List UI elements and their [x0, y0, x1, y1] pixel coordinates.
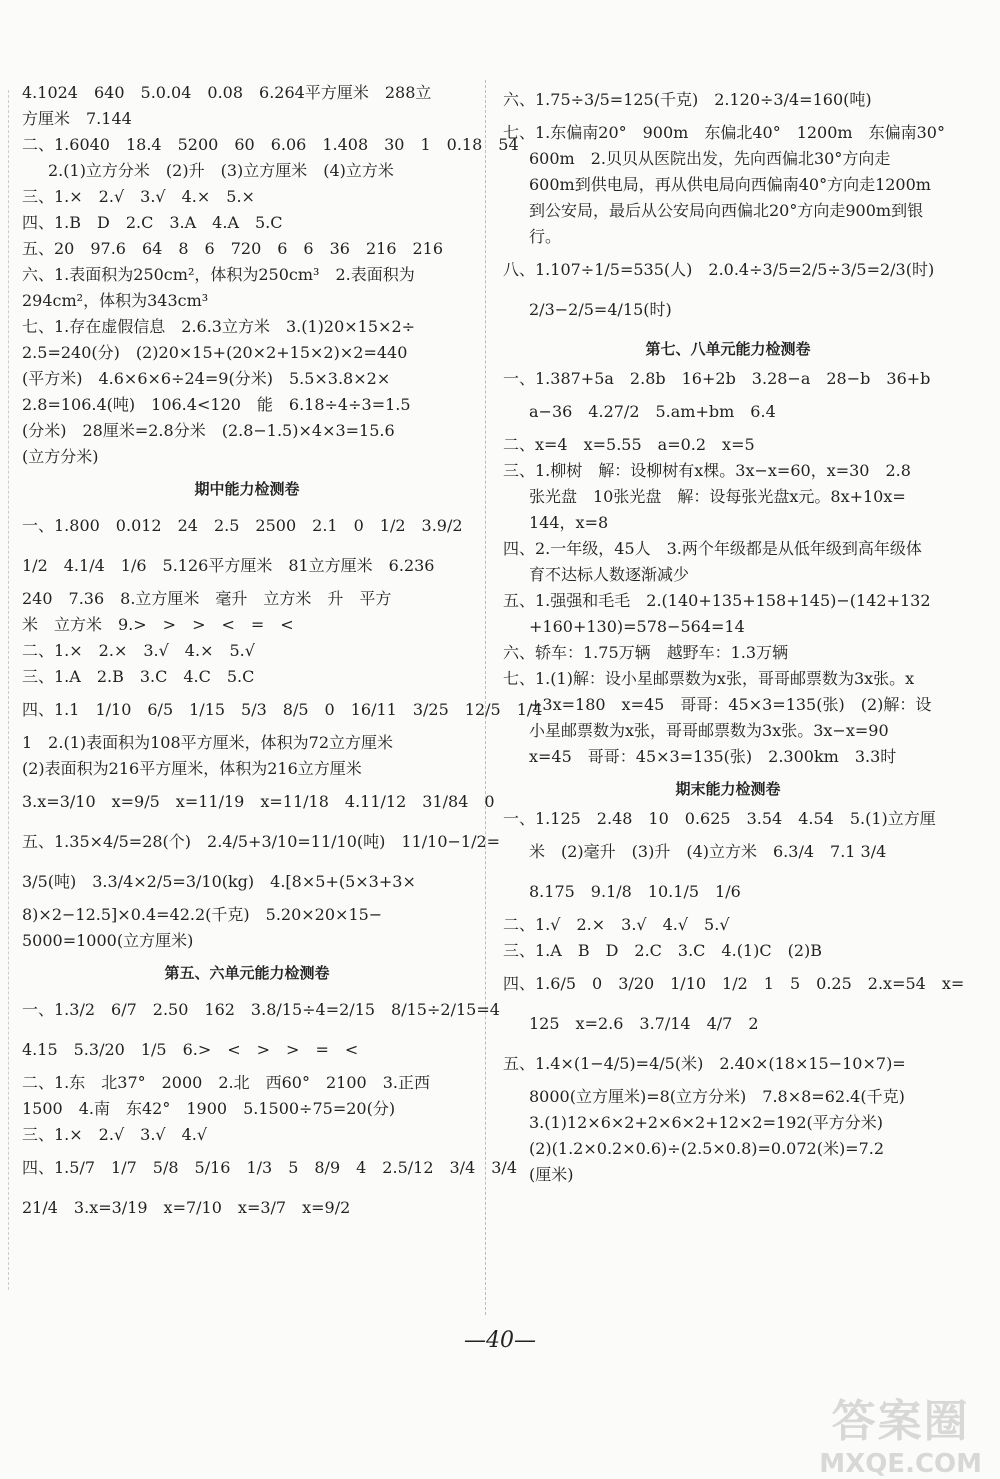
answer-line: 240 7.36 8.立方厘米 毫升 立方米 升 平方 [22, 589, 392, 608]
answer-line: 四、1.1 1/10 6/5 1/15 5/3 8/5 0 16/11 3/25 12/5 1/4 [22, 700, 543, 719]
answer-line: 8.175 9.1/8 10.1/5 1/6 [529, 882, 741, 901]
answer-line: 8)×2−12.5]×0.4=42.2(千克) 5.20×20×15− [22, 905, 383, 924]
answer-line: 四、1.5/7 1/7 5/8 5/16 1/3 5 8/9 4 2.5/12 3/4 3/4 [22, 1158, 518, 1177]
answer-line: 1500 4.南 东42° 1900 5.1500÷75=20(分) [22, 1099, 396, 1118]
answer-line: 三、1.A 2.B 3.C 4.C 5.C [22, 667, 255, 686]
answer-block-unit-3-4 [22, 80, 519, 470]
watermark-url: MXQE.COM [819, 1449, 982, 1479]
answer-line: 21/4 3.x=3/19 x=7/10 x=3/7 x=9/2 [22, 1198, 351, 1217]
answer-line: (平方米) 4.6×6×6÷24=9(分米) 5.5×3.8×2× [22, 369, 391, 388]
answer-line: (分米) 28厘米=2.8分米 (2.8−1.5)×4×3=15.6 [22, 421, 395, 440]
answer-line: +3x=180 x=45 哥哥：45×3=135(张) (2)解：设 [529, 695, 932, 714]
answer-line: 张光盘 10张光盘 解：设每张光盘x元。8x+10x= [529, 487, 906, 506]
answer-line: 一、1.125 2.48 10 0.625 3.54 4.54 5.(1)立方厘 [503, 809, 936, 828]
answer-line: 一、1.800 0.012 24 2.5 2500 2.1 0 1/2 3.9/2 [22, 516, 463, 535]
answer-line: 2/3−2/5=4/15(时) [529, 300, 672, 319]
answer-line: 600m到供电局，再从供电局向西偏南40°方向走1200m [529, 175, 931, 194]
answer-line: 600m 2.贝贝从医院出发，先向西偏北30°方向走 [529, 149, 891, 168]
answer-line: 三、1.A B D 2.C 3.C 4.(1)C (2)B [503, 941, 823, 960]
answer-line: 五、1.强强和毛毛 2.(140+135+158+145)−(142+132 [503, 591, 931, 610]
answer-line: 二、x=4 x=5.55 a=0.2 x=5 [503, 435, 755, 454]
section-heading-unit-5-6: 第五、六单元能力检测卷 [164, 964, 330, 982]
answer-line: 4.15 5.3/20 1/5 6.> < > > = < [22, 1040, 359, 1059]
answer-line: 五、20 97.6 64 8 6 720 6 6 36 216 216 [22, 239, 444, 258]
column-divider [485, 80, 486, 1315]
right-column [503, 80, 965, 1188]
section-heading-unit-7-8: 第七、八单元能力检测卷 [645, 340, 811, 358]
answer-line: 七、1.存在虚假信息 2.6.3立方米 3.(1)20×15×2÷ [22, 317, 416, 336]
answer-line: +160+130)=578−564=14 [529, 617, 745, 636]
answer-line: 2.5=240(分) (2)20×15+(20×2+15×2)×2=440 [22, 343, 408, 362]
answer-block-midterm [22, 506, 543, 954]
answer-block-unit-5-6 [22, 990, 518, 1228]
answer-line: 1 2.(1)表面积为108平方厘米，体积为72立方厘米 [22, 733, 394, 752]
answer-line: 行。 [529, 227, 562, 246]
watermark-logo [819, 1385, 982, 1479]
answer-line: 一、1.387+5a 2.8b 16+2b 3.28−a 28−b 36+b [503, 369, 931, 388]
answer-line: 3/5(吨) 3.3/4×2/5=3/10(kg) 4.[8×5+(5×3+3× [22, 872, 416, 891]
answer-line: 到公安局，最后从公安局向西偏北20°方向走900m到银 [529, 201, 924, 220]
answer-block-unit-7-8 [503, 366, 953, 770]
left-column [22, 80, 543, 1228]
answer-line: 七、1.东偏南20° 900m 东偏北40° 1200m 东偏南30° [503, 123, 945, 142]
answer-line: 5000=1000(立方厘米) [22, 931, 194, 950]
page-number: —40— [464, 1328, 536, 1353]
section-heading-midterm: 期中能力检测卷 [194, 480, 300, 498]
answer-line: 三、1.柳树 解：设柳树有x棵。3x−x=60，x=30 2.8 [503, 461, 911, 480]
answer-line: 七、1.(1)解：设小星邮票数为x张，哥哥邮票数为3x张。x [503, 669, 915, 688]
answer-line: 1/2 4.1/4 1/6 5.126平方厘米 81立方厘米 6.236 [22, 556, 435, 575]
answer-line: 三、1.× 2.√ 3.√ 4.× 5.× [22, 187, 255, 206]
answer-block-unit-5-6-cont [503, 80, 953, 330]
answer-line: a−36 4.27/2 5.am+bm 6.4 [529, 402, 776, 421]
answer-line: 144，x=8 [529, 513, 609, 532]
answer-line: 2.(1)立方分米 (2)升 (3)立方厘米 (4)立方米 [48, 161, 394, 180]
answer-line: 2.8=106.4(吨) 106.4<120 能 6.18÷4÷3=1.5 [22, 395, 411, 414]
answer-line: (厘米) [529, 1165, 574, 1184]
answer-line: (立方分米) [22, 447, 99, 466]
answer-line: 四、1.6/5 0 3/20 1/10 1/2 1 5 0.25 2.x=54 x= [503, 974, 965, 993]
answer-line: 五、1.4×(1−4/5)=4/5(米) 2.40×(18×15−10×7)= [503, 1054, 906, 1073]
answer-line: 六、轿车：1.75万辆 越野车：1.3万辆 [503, 643, 789, 662]
binding-margin-line [8, 90, 9, 1290]
answer-line: 4.1024 640 5.0.04 0.08 6.264平方厘米 288立 [22, 83, 432, 102]
answer-line: 一、1.3/2 6/7 2.50 162 3.8/15÷4=2/15 8/15÷2/15=4 [22, 1000, 500, 1019]
answer-line: (2)(1.2×0.2×0.6)÷(2.5×0.8)=0.072(米)=7.2 [529, 1139, 885, 1158]
watermark-text: 答案圈 [831, 1396, 970, 1447]
answer-line: 米 立方米 9.> > > < = < [22, 615, 294, 634]
answer-line: (2)表面积为216平方厘米，体积为216立方厘米 [22, 759, 362, 778]
answer-line: 294cm²，体积为343cm³ [22, 291, 209, 310]
answer-line: 六、1.表面积为250cm²，体积为250cm³ 2.表面积为 [22, 265, 415, 284]
answer-line: 二、1.√ 2.× 3.√ 4.√ 5.√ [503, 915, 730, 934]
answer-line: 3.x=3/10 x=9/5 x=11/19 x=11/18 4.11/12 31/84 0 [22, 792, 495, 811]
answer-line: 125 x=2.6 3.7/14 4/7 2 [529, 1014, 759, 1033]
answer-line: 小星邮票数为x张，哥哥邮票数为3x张。3x−x=90 [529, 721, 889, 740]
answer-line: 四、2.一年级，45人 3.两个年级都是从低年级到高年级体 [503, 539, 922, 558]
section-heading-final: 期末能力检测卷 [675, 780, 781, 798]
answer-line: 育不达标人数逐渐减少 [529, 565, 690, 584]
answer-line: 二、1.东 北37° 2000 2.北 西60° 2100 3.正西 [22, 1073, 430, 1092]
answer-line: 二、1.6040 18.4 5200 60 6.06 1.408 30 1 0.18 54 [22, 135, 519, 154]
answer-line: x=45 哥哥：45×3=135(张) 2.300km 3.3时 [529, 747, 897, 766]
answer-line: 3.(1)12×6×2+2×6×2+12×2=192(平方分米) [529, 1113, 884, 1132]
answer-line: 五、1.35×4/5=28(个) 2.4/5+3/10=11/10(吨) 11/10−1/2= [22, 832, 501, 851]
answer-line: 8000(立方厘米)=8(立方分米) 7.8×8=62.4(千克) [529, 1087, 905, 1106]
answer-line: 八、1.107÷1/5=535(人) 2.0.4÷3/5=2/5÷3/5=2/3(时) [503, 260, 935, 279]
answer-block-final [503, 806, 965, 1188]
answer-line: 二、1.× 2.× 3.√ 4.× 5.√ [22, 641, 255, 660]
answer-line: 四、1.B D 2.C 3.A 4.A 5.C [22, 213, 283, 232]
answer-line: 米 (2)毫升 (3)升 (4)立方米 6.3/4 7.1 3/4 [529, 842, 887, 861]
answer-line: 三、1.× 2.√ 3.√ 4.√ [22, 1125, 208, 1144]
answer-line: 方厘米 7.144 [22, 109, 132, 128]
answer-line: 六、1.75÷3/5=125(千克) 2.120÷3/4=160(吨) [503, 90, 872, 109]
